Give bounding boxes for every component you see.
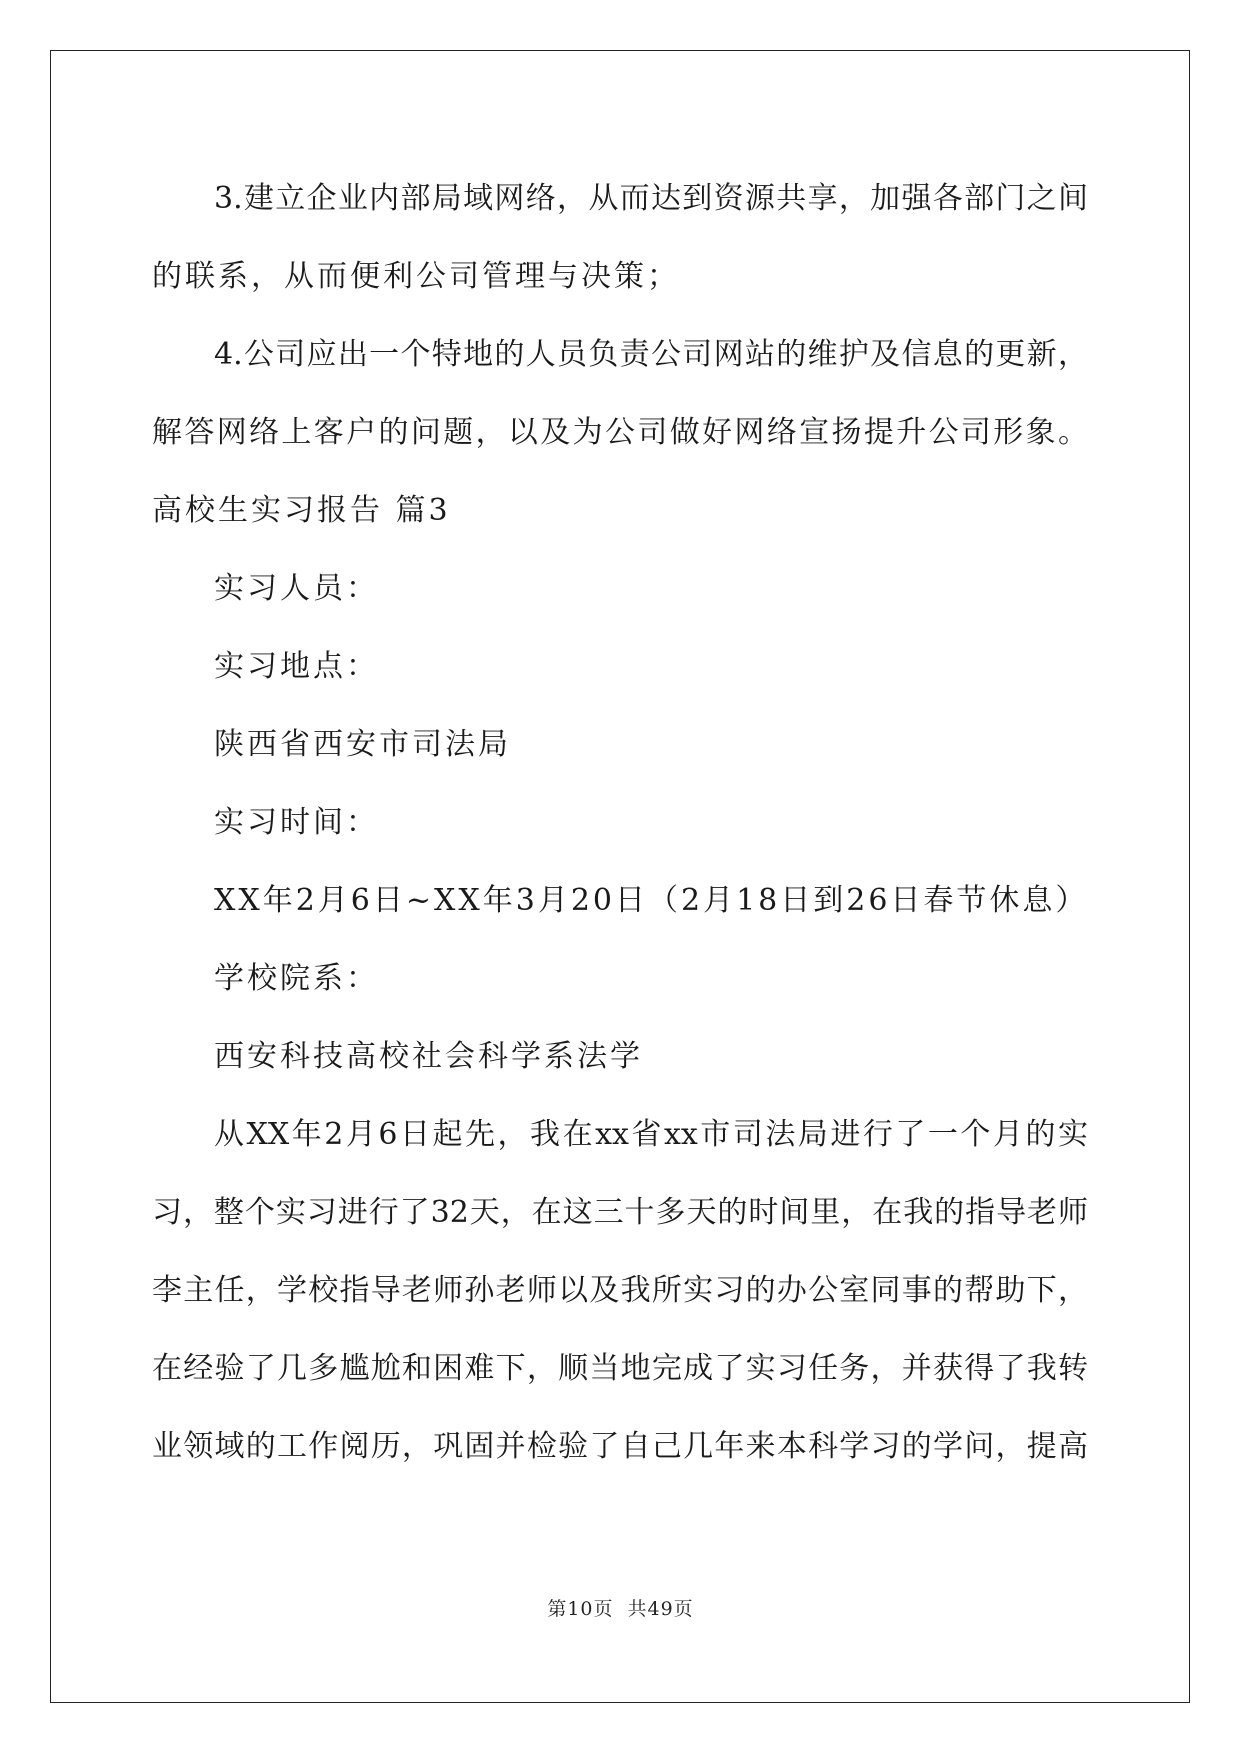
paragraph-line: 3.建立企业内部局域网络，从而达到资源共享，加强各部门之间 [214, 181, 1088, 216]
paragraph-line: 解答网络上客户的问题，以及为公司做好网络宣扬提升公司形象。 [152, 415, 1088, 450]
paragraph-line: 在经验了几多尴尬和困难下，顺当地完成了实习任务，并获得了我转 [152, 1351, 1088, 1386]
paragraph-line: 习，整个实习进行了32天，在这三十多天的时间里，在我的指导老师 [152, 1195, 1088, 1230]
document-body [152, 160, 1088, 1486]
field-label: 实习地点： [214, 649, 379, 684]
page-footer [0, 1594, 1241, 1621]
field-value: 陕西省西安市司法局 [214, 727, 511, 762]
field-label: 实习人员： [214, 571, 379, 606]
paragraph-line: 4.公司应出一个特地的人员负责公司网站的维护及信息的更新， [214, 337, 1088, 372]
paragraph-line: 李主任，学校指导老师孙老师以及我所实习的办公室同事的帮助下， [152, 1273, 1088, 1308]
field-value: XX年2月6日~XX年3月20日（2月18日到26日春节休息） [214, 883, 1088, 918]
page-total: 共49页 [627, 1598, 694, 1620]
paragraph-line: 的联系，从而便利公司管理与决策； [152, 259, 680, 294]
page-number: 第10页 [547, 1598, 614, 1620]
paragraph-line: 从XX年2月6日起先，我在xx省xx市司法局进行了一个月的实 [214, 1117, 1088, 1152]
paragraph-line: 业领域的工作阅历，巩固并检验了自己几年来本科学习的学问，提高 [152, 1429, 1088, 1464]
field-label: 实习时间： [214, 805, 379, 840]
section-heading: 高校生实习报告 篇3 [152, 493, 451, 528]
field-value: 西安科技高校社会科学系法学 [214, 1039, 643, 1074]
field-label: 学校院系： [214, 961, 379, 996]
